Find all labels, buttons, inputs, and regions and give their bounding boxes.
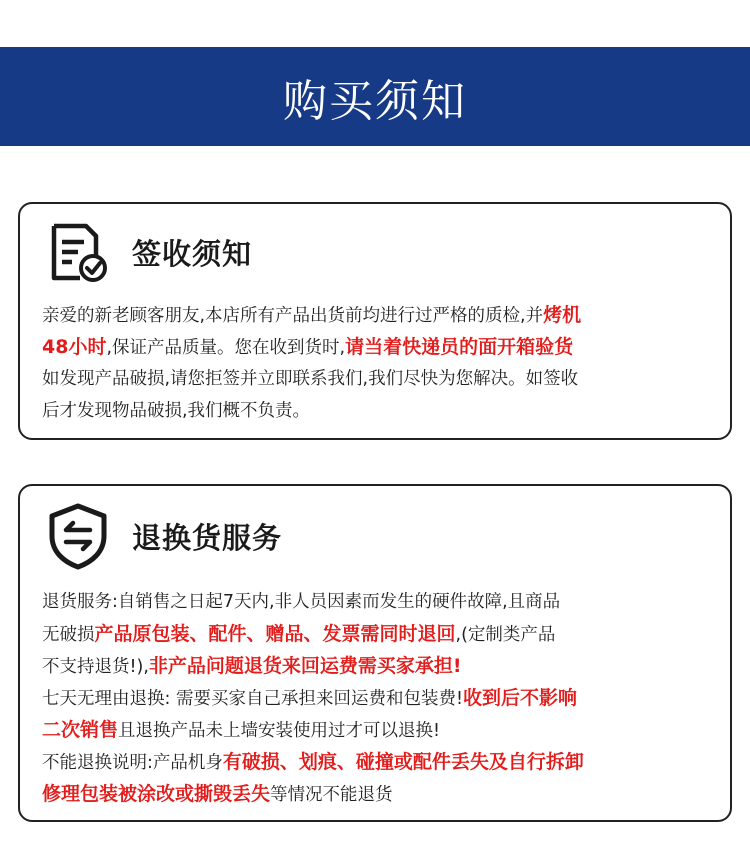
text-line	[42, 586, 716, 618]
text-line	[42, 299, 716, 331]
body-text: ,(定制类产品	[455, 625, 556, 645]
body-text: ,保证产品质量。您在收到货时,	[106, 338, 346, 358]
highlight-text: 二次销售	[42, 719, 119, 741]
text-line	[42, 363, 716, 395]
body-text: 后才发现物品破损,我们概不负责。	[42, 401, 311, 421]
body-text: 等情况不能退货	[270, 785, 393, 805]
return-service-text	[42, 586, 716, 810]
body-text: 亲爱的新老顾客朋友,本店所有产品出货前均进行过严格的质检,并	[42, 306, 544, 326]
highlight-text: 48小时	[42, 336, 107, 358]
highlight-text: 修理包装被涂改或撕毁丢失	[42, 783, 271, 805]
header-banner	[0, 47, 750, 146]
document-check-icon	[46, 220, 110, 284]
text-line	[42, 714, 716, 746]
text-line	[42, 331, 716, 363]
body-text: 七天无理由退换: 需要买家自己承担来回运费和包装费!	[42, 689, 463, 709]
sign-notice-header	[46, 220, 252, 284]
body-text: 无破损	[42, 625, 95, 645]
text-line	[42, 618, 716, 650]
shield-exchange-icon	[46, 502, 110, 570]
return-service-card	[18, 484, 732, 822]
sign-notice-card	[18, 202, 732, 440]
body-text: 如发现产品破损,请您拒签并立即联系我们,我们尽快为您解决。如签收	[42, 369, 579, 389]
sign-notice-text	[42, 299, 716, 427]
text-line	[42, 778, 716, 810]
text-line	[42, 682, 716, 714]
highlight-text: 有破损、划痕、碰撞或配件丢失及自行拆卸	[222, 751, 584, 773]
body-text: 退货服务:自销售之日起7天内,非人员因素而发生的硬件故障,且商品	[42, 592, 561, 612]
page-title: 购买须知	[283, 75, 467, 127]
text-line	[42, 746, 716, 778]
text-line	[42, 650, 716, 682]
highlight-text: 烤机	[543, 304, 582, 326]
highlight-text: 收到后不影响	[462, 687, 577, 709]
sign-notice-title: 签收须知	[132, 236, 253, 271]
text-line	[42, 395, 716, 427]
body-text: 且退换产品未上墙安装使用过才可以退换!	[118, 721, 441, 741]
body-text: 不能退换说明:产品机身	[42, 753, 223, 773]
body-text: 不支持退货!),	[42, 657, 149, 677]
highlight-text: 产品原包装、配件、赠品、发票需同时退回	[94, 623, 456, 645]
return-service-header	[46, 502, 282, 570]
highlight-text: 请当着快递员的面开箱验货	[345, 336, 574, 358]
highlight-text: 非产品问题退货来回运费需买家承担!	[148, 655, 462, 677]
return-service-title: 退换货服务	[132, 520, 283, 555]
